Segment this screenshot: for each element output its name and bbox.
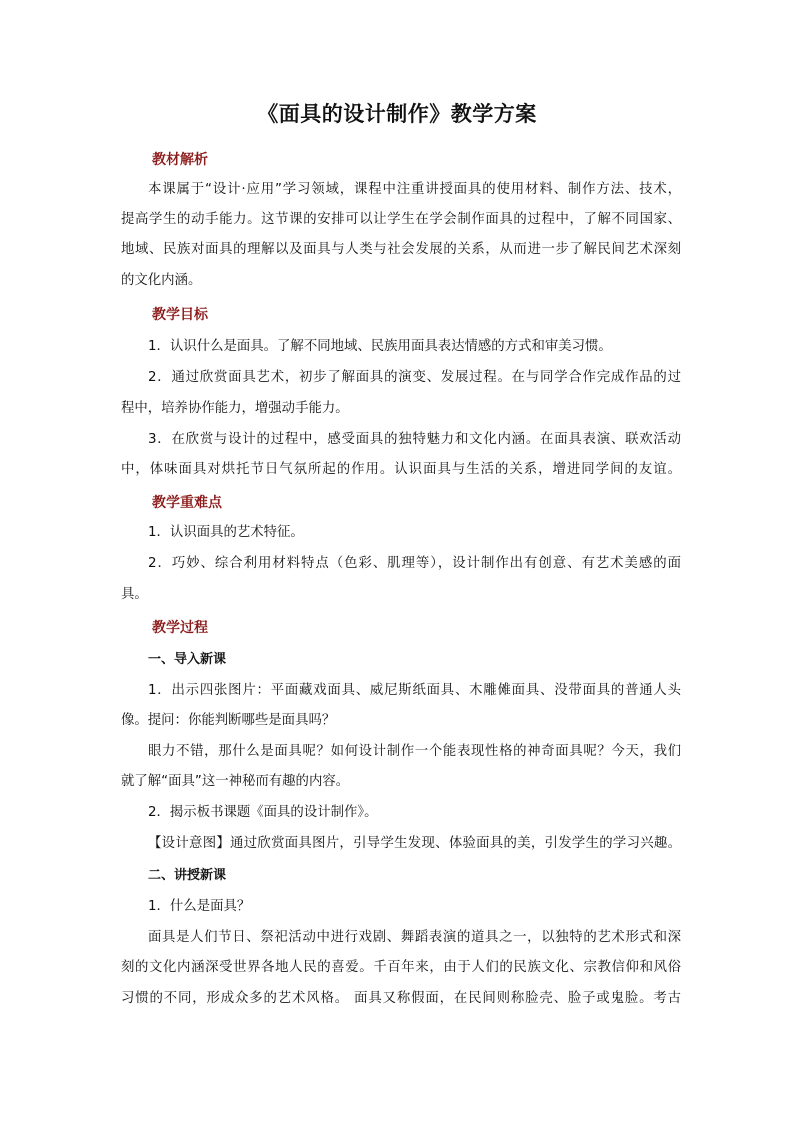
paragraph-line: 2．揭示板书课题《面具的设计制作》。 <box>148 805 378 820</box>
document-title: 《面具的设计制作》教学方案 <box>257 102 537 126</box>
paragraph-line: 【设计意图】通过欣赏面具图片，引导学生发现、体验面具的美，引发学生的学习兴趣。 <box>148 836 681 851</box>
paragraph-line: 刻的文化内涵深受世界各地人民的喜爱。千百年来，由于人们的民族文化、宗教信仰和风俗 <box>121 960 681 975</box>
paragraph-line: 2．巧妙、综合利用材料特点（色彩、肌理等），设计制作出有创意、有艺术美感的面 <box>148 556 681 571</box>
heading-goals: 教学目标 <box>152 307 208 323</box>
paragraph-line: 1．认识什么是面具。了解不同地域、民族用面具表达情感的方式和审美习惯。 <box>148 339 612 354</box>
paragraph-line: 本课属于“设计·应用”学习领域，课程中注重讲授面具的使用材料、制作方法、技术， <box>148 182 681 197</box>
paragraph-line: 地域、民族对面具的理解以及面具与人类与社会发展的关系，从而进一步了解民间艺术深刻 <box>121 242 681 257</box>
paragraph-line: 面具是人们节日、祭祀活动中进行戏剧、舞蹈表演的道具之一，以独特的艺术形式和深 <box>148 930 681 945</box>
paragraph-line: 1．认识面具的艺术特征。 <box>148 525 304 540</box>
section-title: 一、导入新课 <box>148 652 227 667</box>
heading-key-points: 教学重难点 <box>152 495 222 511</box>
paragraph-line: 眼力不错，那什么是面具呢？如何设计制作一个能表现性格的神奇面具呢？今天，我们 <box>148 744 681 759</box>
paragraph-line: 具。 <box>121 587 148 602</box>
heading-analysis: 教材解析 <box>152 152 208 168</box>
paragraph-line: 提高学生的动手能力。这节课的安排可以让学生在学会制作面具的过程中，了解不同国家、 <box>121 212 681 227</box>
section-title: 二、讲授新课 <box>148 868 227 883</box>
paragraph-line: 中，体味面具对烘托节日气氛所起的作用。认识面具与生活的关系，增进同学间的友谊。 <box>121 462 681 477</box>
paragraph-line: 就了解“面具”这一神秘而有趣的内容。 <box>121 774 350 789</box>
paragraph-line: 1．出示四张图片：平面藏戏面具、威尼斯纸面具、木雕傩面具、没带面具的普通人头 <box>148 683 681 698</box>
paragraph-line: 2．通过欣赏面具艺术，初步了解面具的演变、发展过程。在与同学合作完成作品的过 <box>148 370 681 385</box>
paragraph-line: 1．什么是面具？ <box>148 899 251 914</box>
paragraph-line: 3．在欣赏与设计的过程中，感受面具的独特魅力和文化内涵。在面具表演、联欢活动 <box>148 432 681 447</box>
paragraph-line: 的文化内涵。 <box>121 273 202 288</box>
paragraph-line: 像。提问：你能判断哪些是面具吗？ <box>121 713 336 728</box>
paragraph-line: 程中，培养协作能力，增强动手能力。 <box>121 401 349 416</box>
paragraph-line: 习惯的不同，形成众多的艺术风格。 面具又称假面，在民间则称脸壳、脸子或鬼脸。考古 <box>121 991 681 1006</box>
heading-process: 教学过程 <box>152 620 208 636</box>
